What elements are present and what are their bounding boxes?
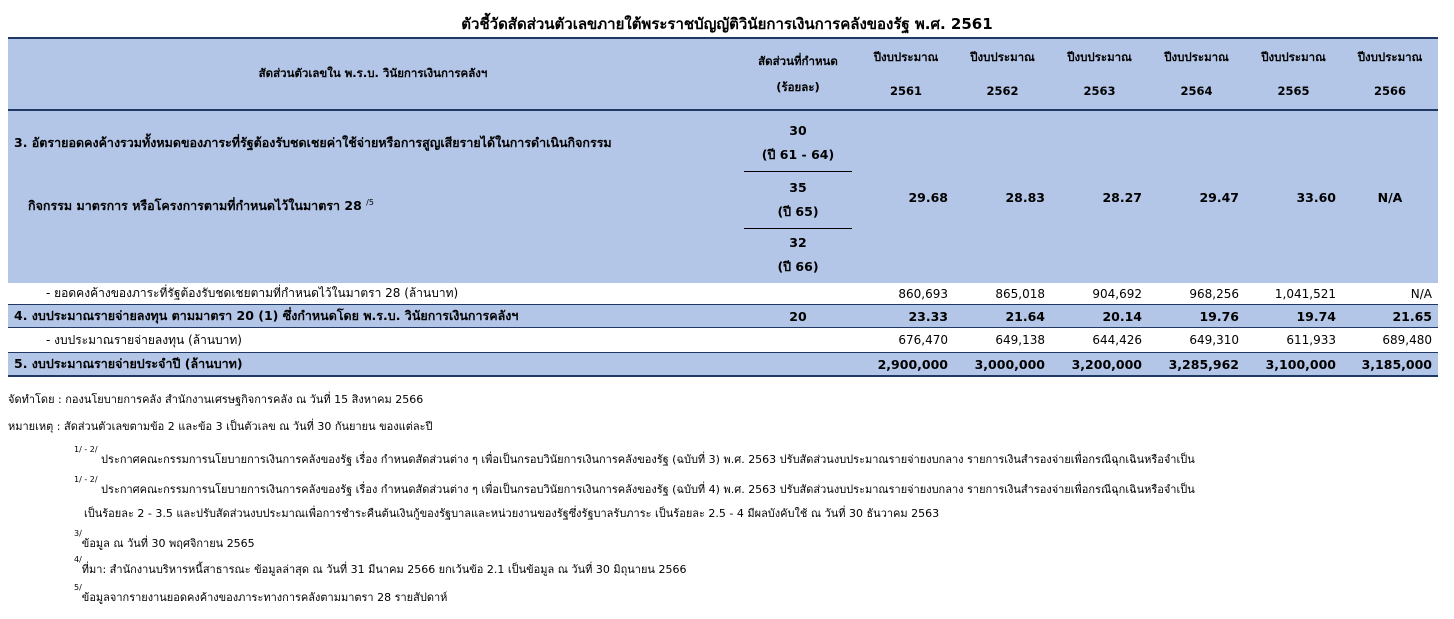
footnote-1: $^{1/ - 2/}$ ประกาศคณะกรรมการนโยบายการเงินการคลังของรัฐ เรื่อง กำหนดสัดส่วนต่าง ๆ เพื่อเป็นกรอบวินัยการเงินการคลังของรัฐ (ฉบับที่ 3) พ.ศ. 2563 ปรับสัดส่วนงบประมาณรายจ่ายงบกลาง รายการเงินสำรองจ่ายเพื่อกรณีฉุกเฉินหรือจำเป็น: [74, 445, 1195, 466]
header-year-2562: ปีงบประมาณ 2562: [954, 38, 1051, 110]
footnote-5: $^{5/}$ข้อมูลจากรายงานยอดคงค้างของภาระทางการคลังตามมาตรา 28 รายสัปดาห์: [74, 583, 448, 604]
row4-value: 19.76: [1148, 305, 1245, 328]
row3-value-2564: 29.47: [1148, 110, 1245, 283]
row4-sub-value: 689,480: [1342, 328, 1438, 353]
row4-value: 23.33: [858, 305, 954, 328]
row3-sub-label: - ยอดคงค้างของภาระที่รัฐต้องรับชดเชยตามที่กำหนดไว้ในมาตรา 28 (ล้านบาท): [8, 283, 738, 305]
row3-ratio: [738, 110, 858, 283]
row4-value: 21.64: [954, 305, 1051, 328]
header-ratio-line1: สัดส่วนที่กำหนด: [758, 54, 838, 68]
row4-value: 21.65: [1342, 305, 1438, 328]
row3-value-2563: 28.27: [1051, 110, 1148, 283]
row5-value: 3,285,962: [1148, 353, 1245, 377]
ratio-65: 35 (ปี 65): [777, 180, 819, 219]
header-year-2561: ปีงบประมาณ 2561: [858, 38, 954, 110]
row5-value: 3,000,000: [954, 353, 1051, 377]
header-year-2565: ปีงบประมาณ 2565: [1245, 38, 1342, 110]
table-title: ตัวชี้วัดสัดส่วนตัวเลขภายใต้พระราชบัญญัติวินัยการเงินการคลังของรัฐ พ.ศ. 2561: [461, 15, 993, 33]
row4-value: 20.14: [1051, 305, 1148, 328]
footnote-3: $^{3/}$ข้อมูล ณ วันที่ 30 พฤศจิกายน 2565: [74, 529, 255, 550]
row4-sub-label: - งบประมาณรายจ่ายลงทุน (ล้านบาท): [8, 328, 738, 353]
row5-value: 3,185,000: [1342, 353, 1438, 377]
row3-value-2561: 29.68: [858, 110, 954, 283]
row4-sub-value: 644,426: [1051, 328, 1148, 353]
header-label: สัดส่วนตัวเลขใน พ.ร.บ. วินัยการเงินการคลังฯ: [8, 38, 738, 110]
row5-value: 3,100,000: [1245, 353, 1342, 377]
header-ratio-line2: (ร้อยละ): [776, 80, 820, 94]
row4-sub-value: 649,310: [1148, 328, 1245, 353]
row4-label: 4. งบประมาณรายจ่ายลงทุน ตามมาตรา 20 (1) ซึ่งกำหนดโดย พ.ร.บ. วินัยการเงินการคลังฯ: [8, 305, 738, 328]
footnote-4: $^{4/}$ที่มา: สำนักงานบริหารหนี้สาธารณะ ข้อมูลล่าสุด ณ วันที่ 31 มีนาคม 2566 ยกเว้นข้อ 2.1 เป็นข้อมูล ณ วันที่ 30 มิถุนายน 2566: [74, 555, 687, 576]
row5-label: 5. งบประมาณรายจ่ายประจำปี (ล้านบาท): [8, 353, 738, 377]
prepared-by: จัดทำโดย : กองนโยบายการคลัง สำนักงานเศรษฐกิจการคลัง ณ วันที่ 15 สิงหาคม 2566: [8, 393, 424, 406]
ratio-61-64: 30 (ปี 61 - 64): [761, 123, 835, 162]
table-row-3: [8, 110, 1438, 283]
row3-sub-value: 860,693: [858, 283, 954, 305]
row5-value: 3,200,000: [1051, 353, 1148, 377]
footnote-2: $^{1/ - 2/}$ ประกาศคณะกรรมการนโยบายการเงินการคลังของรัฐ เรื่อง กำหนดสัดส่วนต่าง ๆ เพื่อเป็นกรอบวินัยการเงินการคลังของรัฐ (ฉบับที่ 4) พ.ศ. 2563 ปรับสัดส่วนงบประมาณรายจ่ายงบกลาง รายการเงินสำรองจ่ายเพื่อกรณีฉุกเฉินหรือจำเป็น: [74, 475, 1195, 496]
table-row-4: [8, 305, 1438, 328]
row4-value: 19.74: [1245, 305, 1342, 328]
table-row-4-sub: [8, 328, 1438, 353]
row3-label-line2: กิจกรรม มาตรการ หรือโครงการตามที่กำหนดไว้ในมาตรา 28 $^{/5}$: [28, 197, 374, 213]
header-row: [8, 38, 1438, 110]
row3-sub-value: 865,018: [954, 283, 1051, 305]
footnote-2-continued: เป็นร้อยละ 2 - 3.5 และปรับสัดส่วนงบประมาณเพื่อการชำระคืนต้นเงินกู้ของรัฐบาลและหน่วยงานของรัฐซึ่งรัฐบาลรับภาระ เป็นร้อยละ 2.5 - 4 มีผลบังคับใช้ ณ วันที่ 30 ธันวาคม 2563: [84, 507, 940, 520]
header-ratio: [738, 38, 858, 110]
row4-sub-value: 676,470: [858, 328, 954, 353]
header-year-2566: ปีงบประมาณ 2566: [1342, 38, 1438, 110]
remark: หมายเหตุ : สัดส่วนตัวเลขตามข้อ 2 และข้อ 3 เป็นตัวเลข ณ วันที่ 30 กันยายน ของแต่ละปี: [8, 420, 433, 433]
row3-sub-value: 1,041,521: [1245, 283, 1342, 305]
row3-value-2565: 33.60: [1245, 110, 1342, 283]
row3-label: [8, 110, 738, 283]
row4-sub-value: 611,933: [1245, 328, 1342, 353]
row3-sub-value: 968,256: [1148, 283, 1245, 305]
table-row-3-sub: [8, 283, 1438, 305]
row3-sub-value: 904,692: [1051, 283, 1148, 305]
header-year-2563: ปีงบประมาณ 2563: [1051, 38, 1148, 110]
row4-ratio: 20: [738, 305, 858, 328]
ratio-66: 32 (ปี 66): [777, 235, 819, 274]
row3-value-2566: N/A: [1342, 110, 1438, 283]
header-year-2564: ปีงบประมาณ 2564: [1148, 38, 1245, 110]
row3-value-2562: 28.83: [954, 110, 1051, 283]
footnote-ref: /5: [366, 197, 374, 207]
row3-label-line1: 3. อัตรายอดคงค้างรวมทั้งหมดของภาระที่รัฐต้องรับชดเชยค่าใช้จ่ายหรือการสูญเสียรายได้ในการดำเนินกิจกรรม: [14, 135, 612, 150]
row3-sub-value: N/A: [1342, 283, 1438, 305]
row4-sub-value: 649,138: [954, 328, 1051, 353]
row5-value: 2,900,000: [858, 353, 954, 377]
table-row-5: [8, 353, 1438, 377]
fiscal-ratio-table: [8, 37, 1438, 377]
